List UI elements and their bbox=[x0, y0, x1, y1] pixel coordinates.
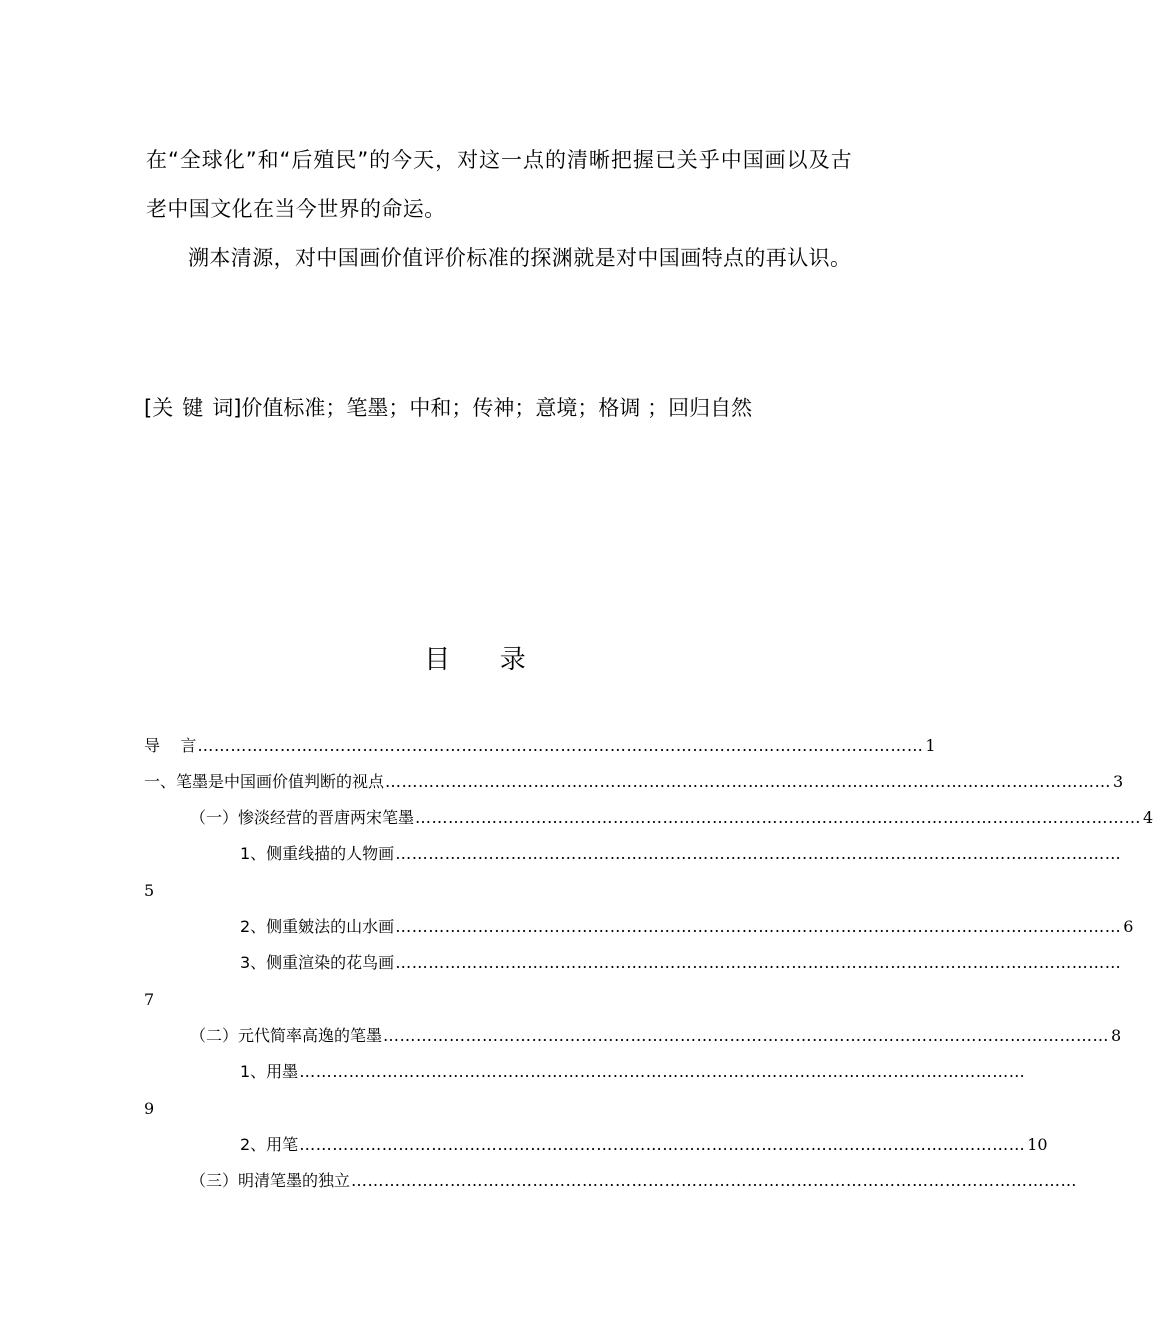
toc-entry-title: 导 言 bbox=[144, 736, 197, 755]
abstract-paragraph-1: 在“全球化”和“后殖民”的今天，对这一点的清晰把握已关乎中国画以及古老中国文化在当今世界的命运。 bbox=[146, 148, 852, 221]
keywords-label-char: 关 bbox=[152, 396, 174, 420]
toc-entry-page: 3 bbox=[1113, 772, 1124, 791]
toc-entry-page: 5 bbox=[144, 881, 155, 900]
toc-entry-page: 8 bbox=[1111, 1026, 1122, 1045]
toc-leader-dots: …………………………………………………………………………………………………………………… bbox=[395, 953, 1122, 972]
toc-leader-dots: …………………………………………………………………………………………………………………… bbox=[415, 808, 1142, 827]
toc-entry[interactable] bbox=[144, 771, 1124, 793]
toc-leader-dots: …………………………………………………………………………………………………………………… bbox=[383, 1026, 1110, 1045]
toc-entry[interactable] bbox=[240, 952, 1122, 974]
toc-leader-dots: …………………………………………………………………………………………………………………… bbox=[385, 772, 1112, 791]
toc-leader-dots: …………………………………………………………………………………………………………………… bbox=[395, 917, 1122, 936]
toc-entry-title: 一、笔墨是中国画价值判断的视点 bbox=[144, 772, 385, 791]
toc-entry[interactable] bbox=[190, 1025, 1122, 1047]
toc-entry-title: 2、用笔 bbox=[240, 1135, 299, 1154]
toc-entry[interactable] bbox=[240, 916, 1134, 938]
toc-entry-page: 6 bbox=[1123, 917, 1134, 936]
keywords-close-bracket: ] bbox=[233, 396, 242, 420]
toc-entry-page: 9 bbox=[144, 1099, 155, 1118]
toc-entry-page: 10 bbox=[1027, 1135, 1048, 1154]
toc-title: 目 录 bbox=[424, 645, 526, 675]
keywords-line bbox=[144, 392, 752, 424]
toc-entry[interactable] bbox=[240, 1134, 1048, 1156]
toc-entry-page: 1 bbox=[925, 736, 936, 755]
abstract-paragraph-2: 溯本清源，对中国画价值评价标准的探渊就是对中国画特点的再认识。 bbox=[188, 246, 852, 270]
toc-entry-title: 1、用墨 bbox=[240, 1062, 299, 1081]
toc-entry-title: （二）元代简率高逸的笔墨 bbox=[190, 1026, 383, 1045]
toc-leader-dots: …………………………………………………………………………………………………………………… bbox=[351, 1171, 1078, 1190]
keywords-label-char: 词 bbox=[212, 396, 234, 420]
toc-entry-page: 4 bbox=[1143, 808, 1153, 827]
toc-entry[interactable] bbox=[190, 807, 1153, 829]
toc-entry-page: 7 bbox=[144, 990, 155, 1009]
toc-leader-dots: …………………………………………………………………………………………………………………… bbox=[197, 736, 924, 755]
keywords-label bbox=[144, 396, 241, 420]
toc-entry[interactable] bbox=[240, 843, 1122, 865]
toc-leader-dots: …………………………………………………………………………………………………………………… bbox=[299, 1135, 1026, 1154]
toc-entry-title: 3、侧重渲染的花鸟画 bbox=[240, 953, 395, 972]
toc-entry-title: 1、侧重线描的人物画 bbox=[240, 844, 395, 863]
toc-leader-dots: …………………………………………………………………………………………………………………… bbox=[395, 844, 1122, 863]
toc-entry[interactable] bbox=[144, 735, 936, 757]
toc-entry-title: 2、侧重皴法的山水画 bbox=[240, 917, 395, 936]
toc-entry-title: （一）惨淡经营的晋唐两宋笔墨 bbox=[190, 808, 415, 827]
keywords-open-bracket: [ bbox=[144, 396, 153, 420]
toc-leader-dots: …………………………………………………………………………………………………………………… bbox=[299, 1062, 1026, 1081]
keywords-label-char: 键 bbox=[182, 396, 204, 420]
toc-entry[interactable] bbox=[240, 1061, 1026, 1083]
toc-entry-title: （三）明清笔墨的独立 bbox=[190, 1171, 351, 1190]
toc-entry[interactable] bbox=[190, 1170, 1078, 1192]
keywords-text: 价值标准；笔墨；中和；传神；意境；格调 ；回归自然 bbox=[241, 396, 753, 420]
